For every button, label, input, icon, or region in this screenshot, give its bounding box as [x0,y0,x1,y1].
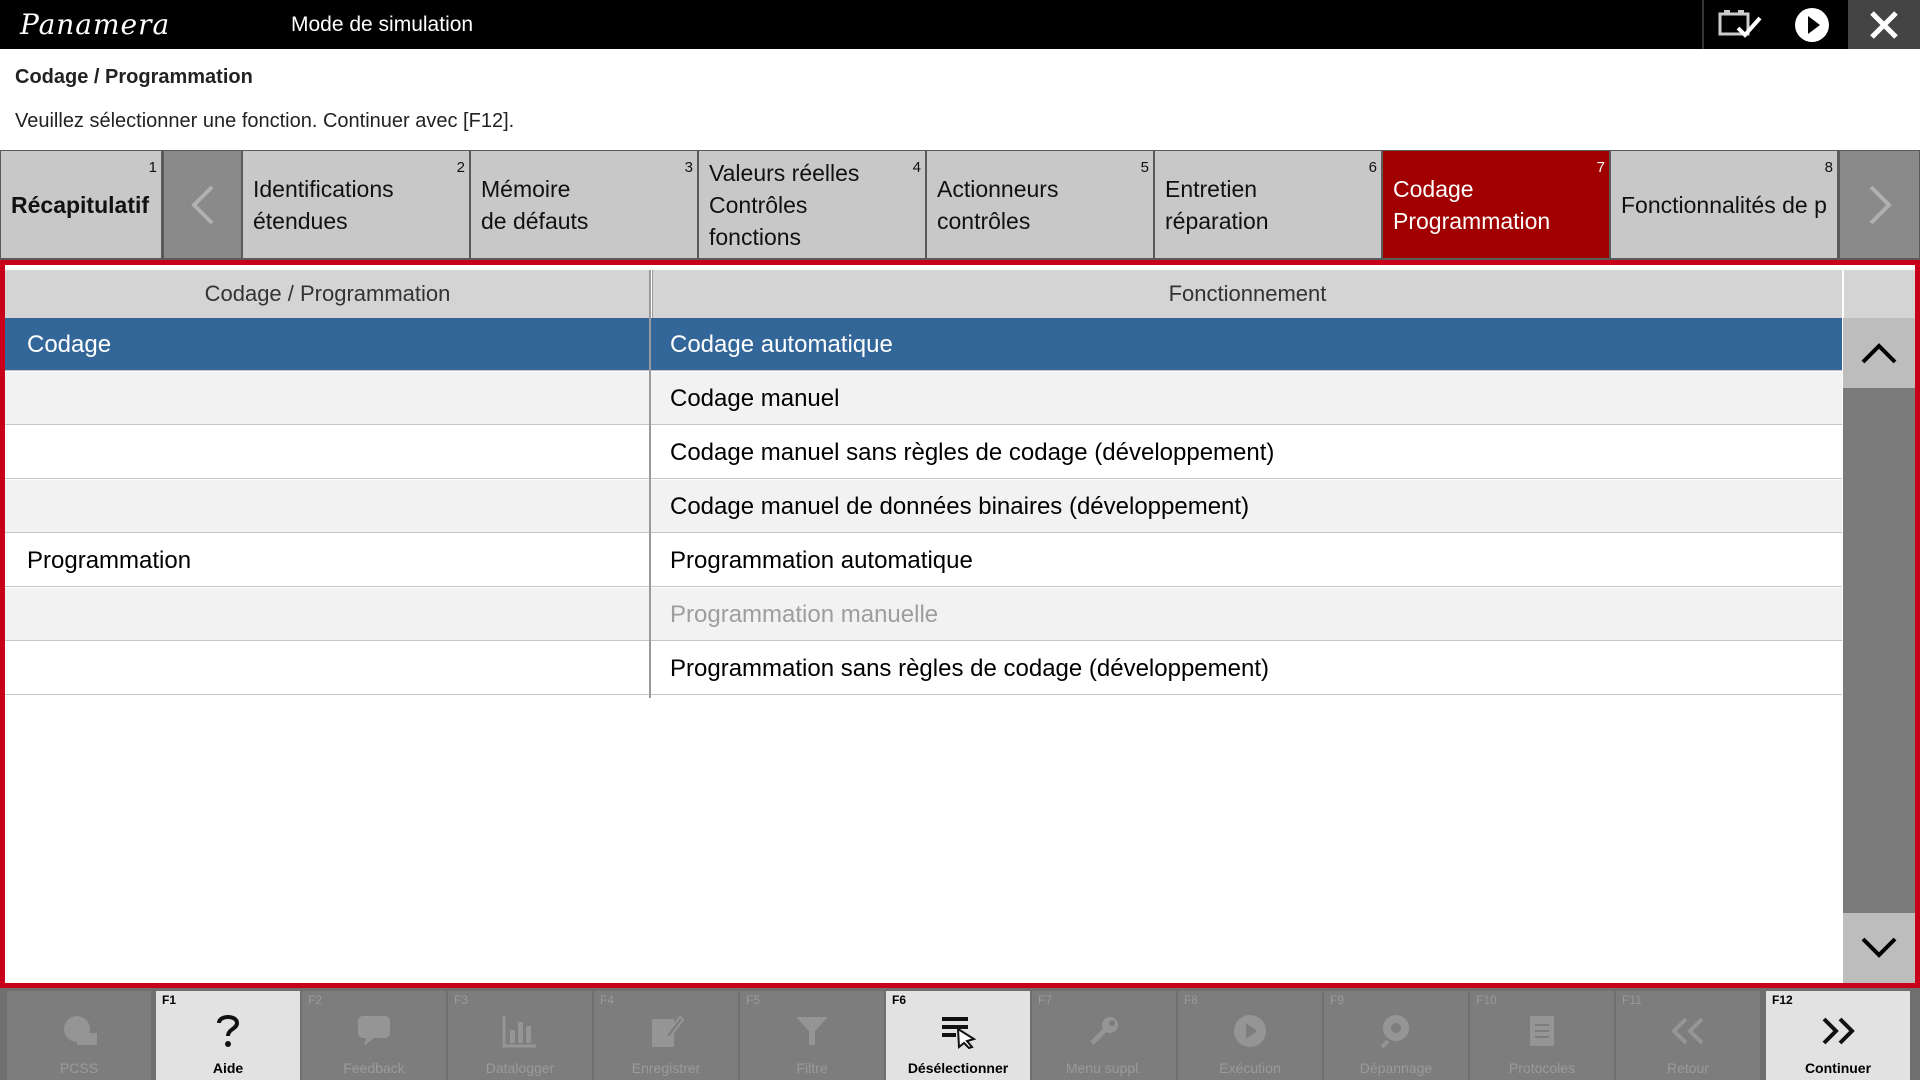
filter-button[interactable] [740,991,884,1080]
row-function: Programmation automatique [670,546,973,574]
row-function: Programmation sans règles de codage (développement) [670,654,1270,682]
app-logo: Panamera [20,8,171,41]
execute-button[interactable] [1178,991,1322,1080]
row-category [27,642,627,695]
row-category [27,426,627,479]
row-category [27,480,627,533]
extra-menu-button[interactable] [1032,991,1176,1080]
fkey-label: Retour [1666,1060,1710,1076]
fkey-code: F12 [1772,993,1793,1007]
tab-label: Entretien réparation [1165,175,1269,234]
row-function: Codage manuel [670,384,840,412]
tab-actionneurs[interactable] [927,151,1153,258]
tab-number: 8 [1824,159,1833,176]
column-header-function: Fonctionnement [652,270,1842,318]
fkey-code: F10 [1476,993,1497,1007]
tab-recapitulatif[interactable] [1,151,161,258]
row-function: Codage manuel de données binaires (développement) [670,492,1250,520]
pcss-button[interactable] [7,991,151,1080]
filter-icon [794,1013,830,1049]
chevron-up-icon [1859,340,1899,366]
troubleshooting-button[interactable] [1324,991,1468,1080]
tab-codage-programmation[interactable] [1383,151,1609,258]
row-function: Codage automatique [670,330,893,358]
double-chevron-left-icon [1668,1016,1708,1046]
table-row[interactable] [5,372,1842,425]
row-category: Codage [27,330,112,358]
fkey-code: F11 [1622,993,1642,1007]
double-chevron-right-icon [1818,1016,1858,1046]
column-divider [649,270,651,698]
fkey-label: Enregistrer [631,1060,701,1076]
tab-valeurs-reelles[interactable] [699,151,925,258]
tools-icon [1086,1013,1122,1049]
fkey-label: Exécution [1219,1060,1281,1076]
help-button[interactable] [156,991,300,1080]
tab-label: Fonctionnalités de p [1621,191,1827,218]
tab-label: Identifications étendues [253,175,394,234]
protocol-document-icon [1527,1013,1557,1049]
tab-number: 2 [456,159,465,176]
mode-label: Mode de simulation [291,13,474,36]
battery-check-button[interactable] [1702,0,1776,49]
table-row[interactable] [5,534,1842,587]
fkey-label: Désélectionner [907,1060,1009,1076]
feedback-icon [356,1014,392,1048]
continue-button[interactable] [1766,991,1910,1080]
title-bar [0,0,1920,49]
column-header-spacer [1844,270,1915,318]
function-table-panel [0,260,1920,988]
deselect-button[interactable] [886,991,1030,1080]
tab-label: Codage Programmation [1393,175,1551,234]
tab-label: Actionneurs contrôles [937,175,1059,234]
close-button[interactable] [1848,0,1920,49]
fkey-label: Datalogger [485,1060,555,1076]
fkey-label: Menu suppl. [1065,1060,1143,1076]
battery-check-icon [1718,8,1762,42]
datalogger-button[interactable] [448,991,592,1080]
row-function: Programmation manuelle [670,600,939,628]
row-function: Codage manuel sans règles de codage (développement) [670,438,1275,466]
tab-number: 1 [148,159,157,176]
chevron-right-icon [1865,183,1895,227]
close-icon [1869,10,1899,40]
instruction-text: Veuillez sélectionner une fonction. Continuer avec [F12]. [15,110,515,132]
row-category [27,372,627,425]
tab-identifications[interactable] [243,151,469,258]
table-row[interactable] [5,318,1842,371]
column-header-category: Codage / Programmation [5,270,650,318]
tab-bar [0,150,1920,260]
fkey-label: PCSS [59,1060,99,1076]
troubleshooting-icon [1376,1013,1416,1049]
fkey-label: Feedback [343,1060,405,1076]
fkey-code: F7 [1038,993,1053,1007]
table-row[interactable] [5,480,1842,533]
fkey-label: Aide [212,1060,244,1076]
tab-label: Valeurs réelles Contrôles fonctions [709,159,860,250]
back-button[interactable] [1616,991,1760,1080]
question-icon [213,1012,243,1050]
play-circle-icon [1232,1013,1268,1049]
tab-scroll-right-button[interactable] [1840,151,1919,258]
pcss-icon [59,1013,99,1049]
tab-number: 3 [684,159,693,176]
tab-number: 7 [1596,159,1605,176]
tab-number: 6 [1368,159,1377,176]
edit-document-icon [648,1013,684,1049]
fkey-code: F2 [308,993,323,1007]
fkey-label: Protocoles [1508,1060,1576,1076]
fkey-label: Filtre [796,1060,828,1076]
page-title: Codage / Programmation [15,66,253,88]
fkey-label: Dépannage [1359,1060,1433,1076]
chart-icon [502,1014,538,1048]
table-row[interactable] [5,588,1842,641]
table-scrollbar[interactable] [1843,318,1915,983]
save-button[interactable] [594,991,738,1080]
fkey-code: F3 [454,993,469,1007]
function-key-bar [0,988,1920,1080]
tab-scroll-left-button[interactable] [164,151,241,258]
scroll-up-button[interactable] [1843,318,1915,388]
play-icon [1794,7,1830,43]
row-category: Programmation [27,546,192,574]
fkey-code: F6 [892,993,907,1007]
chevron-left-icon [188,183,218,227]
chevron-down-icon [1859,935,1899,961]
table-row[interactable] [5,642,1842,695]
tab-number: 4 [912,159,921,176]
fkey-label: Continuer [1804,1060,1872,1076]
fkey-code: F9 [1330,993,1345,1007]
tab-label: Récapitulatif [11,191,150,218]
fkey-code: F4 [600,993,615,1007]
row-category [27,588,627,641]
protocols-button[interactable] [1470,991,1614,1080]
fkey-code: F1 [162,993,177,1007]
tab-fonctionnalites[interactable] [1611,151,1837,258]
tab-number: 5 [1140,159,1149,176]
fkey-code: F5 [746,993,761,1007]
scroll-down-button[interactable] [1843,913,1915,983]
play-button[interactable] [1776,0,1848,49]
deselect-icon [940,1013,976,1049]
table-row[interactable] [5,426,1842,479]
tab-entretien[interactable] [1155,151,1381,258]
tab-label: Mémoire de défauts [481,175,589,234]
feedback-button[interactable] [302,991,446,1080]
tab-memoire-defauts[interactable] [471,151,697,258]
fkey-code: F8 [1184,993,1199,1007]
